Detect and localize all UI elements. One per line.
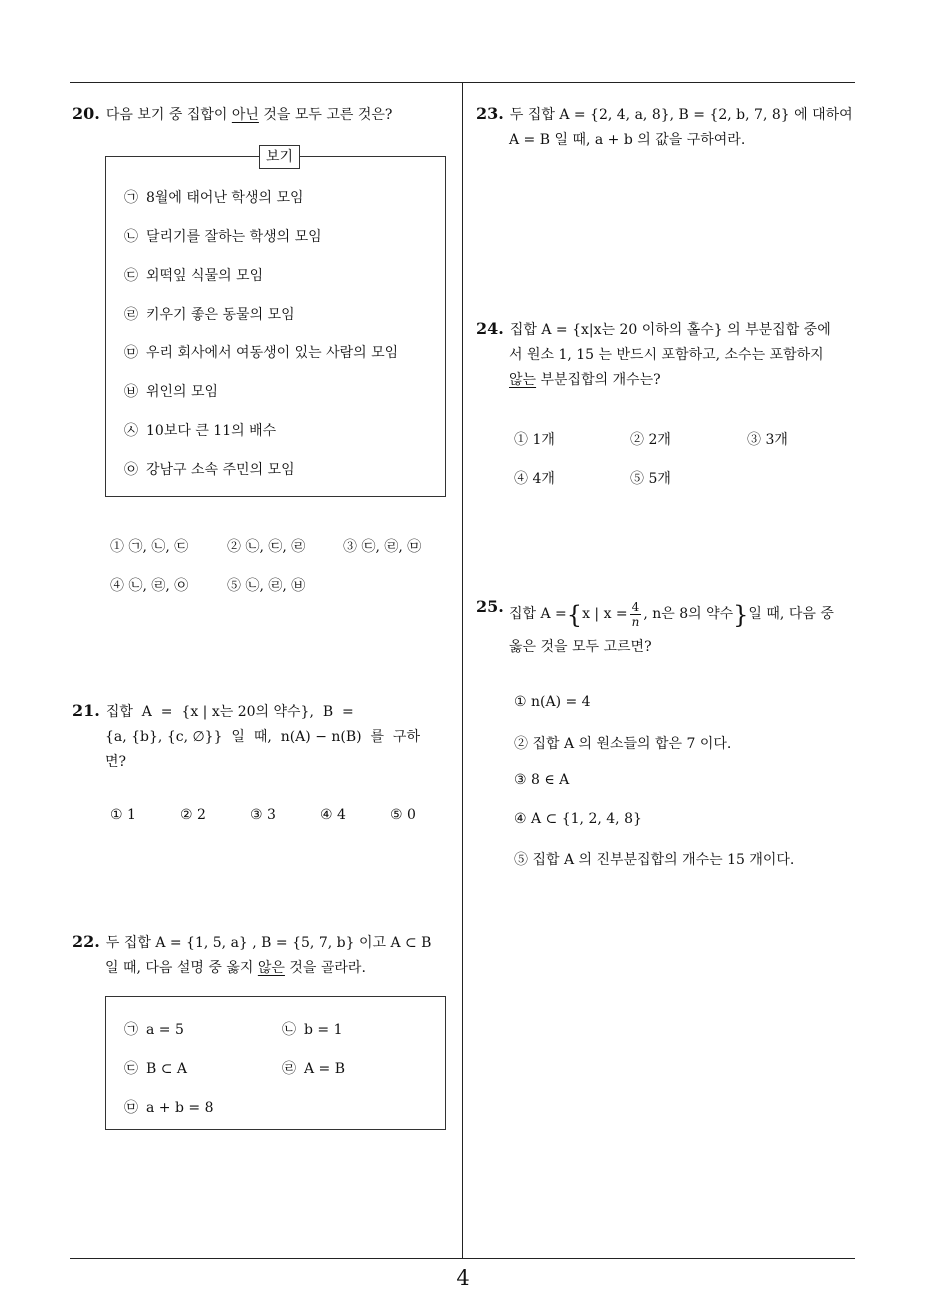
question-24-choice-5[interactable]: ⑤ 5개	[630, 471, 671, 487]
box-item: ㉠ a = 5	[124, 1022, 184, 1038]
page-number: 4	[456, 1266, 470, 1290]
question-25-number-wrap	[476, 594, 510, 621]
question-25-stem-line2: 옳은 것을 모두 고르면?	[509, 639, 652, 655]
question-25-number: 25.	[476, 597, 504, 616]
bogi-item: ㉤ 우리 회사에서 여동생이 있는 사람의 모임	[124, 345, 399, 361]
question-25-choice-3[interactable]: ③ 8 ∈ A	[514, 772, 570, 788]
bogi-title: 보기	[259, 145, 300, 169]
box-item: ㉡ b = 1	[282, 1022, 343, 1038]
question-22-stem: 22. 두 집합 A = {1, 5, a} , B = {5, 7, b} 이고 A ⊂ B 일 때, 다음 설명 중 옳지 않은 것을 골라라.	[72, 932, 432, 976]
question-21-number: 21.	[72, 701, 100, 720]
question-23-stem: 23. 두 집합 A = {2, 4, a, 8}, B = {2, b, 7, 8} 에 대하여 A = B 일 때, a + b 의 값을 구하여라.	[476, 104, 853, 148]
question-20-stem: 20. 다음 보기 중 집합이 아닌 것을 모두 고른 것은?	[72, 104, 393, 123]
question-20-choice-5[interactable]: ⑤ ㉡, ㉣, ㉥	[227, 578, 306, 594]
question-21-choice-4[interactable]: ④ 4	[320, 807, 346, 823]
question-20-choice-3[interactable]: ③ ㉢, ㉣, ㉤	[343, 539, 422, 555]
question-21-choice-2[interactable]: ② 2	[180, 807, 206, 823]
bogi-item: ㉠ 8월에 태어난 학생의 모임	[124, 190, 304, 206]
question-25-stem-line1: 집합 A = { x | x = $\frac{4}{n}$ , n은 8의 약수 } 일 때, 다음 중	[509, 600, 834, 629]
bogi-item: ㉥ 위인의 모임	[124, 384, 219, 400]
question-21-choice-5[interactable]: ⑤ 0	[390, 807, 416, 823]
bottom-rule	[70, 1258, 855, 1259]
question-21-stem: 21. 집합 A = {x | x는 20의 약수}, B = {a, {b}, {c, ∅}} 일 때, n(A) − n(B) 를 구하 면?	[72, 701, 420, 770]
bogi-item: ㉧ 강남구 소속 주민의 모임	[124, 462, 295, 478]
question-22-number: 22.	[72, 932, 100, 951]
column-divider	[462, 82, 463, 1258]
box-item: ㉣ A = B	[282, 1061, 346, 1077]
bogi-item: ㉦ 10보다 큰 11의 배수	[124, 423, 277, 439]
question-25-choice-5[interactable]: ⑤ 집합 A 의 진부분집합의 개수는 15 개이다.	[514, 852, 795, 868]
bogi-item: ㉢ 외떡잎 식물의 모임	[124, 268, 264, 284]
question-21-choice-1[interactable]: ① 1	[110, 807, 136, 823]
question-24-choice-2[interactable]: ② 2개	[630, 432, 671, 448]
question-24-choice-1[interactable]: ① 1개	[514, 432, 555, 448]
question-20-number: 20.	[72, 104, 100, 123]
question-24-number: 24.	[476, 319, 504, 338]
bogi-item: ㉡ 달리기를 잘하는 학생의 모임	[124, 229, 322, 245]
question-25-choice-1[interactable]: ① n(A) = 4	[514, 694, 591, 710]
question-20-choice-4[interactable]: ④ ㉡, ㉣, ㉧	[110, 578, 189, 594]
question-24-choice-4[interactable]: ④ 4개	[514, 471, 555, 487]
box-item: ㉢ B ⊂ A	[124, 1061, 188, 1077]
question-21-choice-3[interactable]: ③ 3	[250, 807, 276, 823]
question-25-choice-4[interactable]: ④ A ⊂ {1, 2, 4, 8}	[514, 811, 642, 827]
question-22-box	[105, 996, 446, 1130]
question-23-number: 23.	[476, 104, 504, 123]
box-item: ㉤ a + b = 8	[124, 1100, 214, 1116]
question-20-choice-1[interactable]: ① ㉠, ㉡, ㉢	[110, 539, 189, 555]
question-24-choice-3[interactable]: ③ 3개	[747, 432, 788, 448]
bogi-item: ㉣ 키우기 좋은 동물의 모임	[124, 307, 295, 323]
question-20-bogi-box	[105, 149, 446, 497]
question-24-stem: 24. 집합 A = {x|x는 20 이하의 홀수} 의 부분집합 중에 서 원소 1, 15 는 반드시 포함하고, 소수는 포함하지 않는 부분집합의 개수는?	[476, 319, 831, 388]
question-25-choice-2[interactable]: ② 집합 A 의 원소들의 합은 7 이다.	[514, 736, 732, 752]
question-20-choice-2[interactable]: ② ㉡, ㉢, ㉣	[227, 539, 306, 555]
